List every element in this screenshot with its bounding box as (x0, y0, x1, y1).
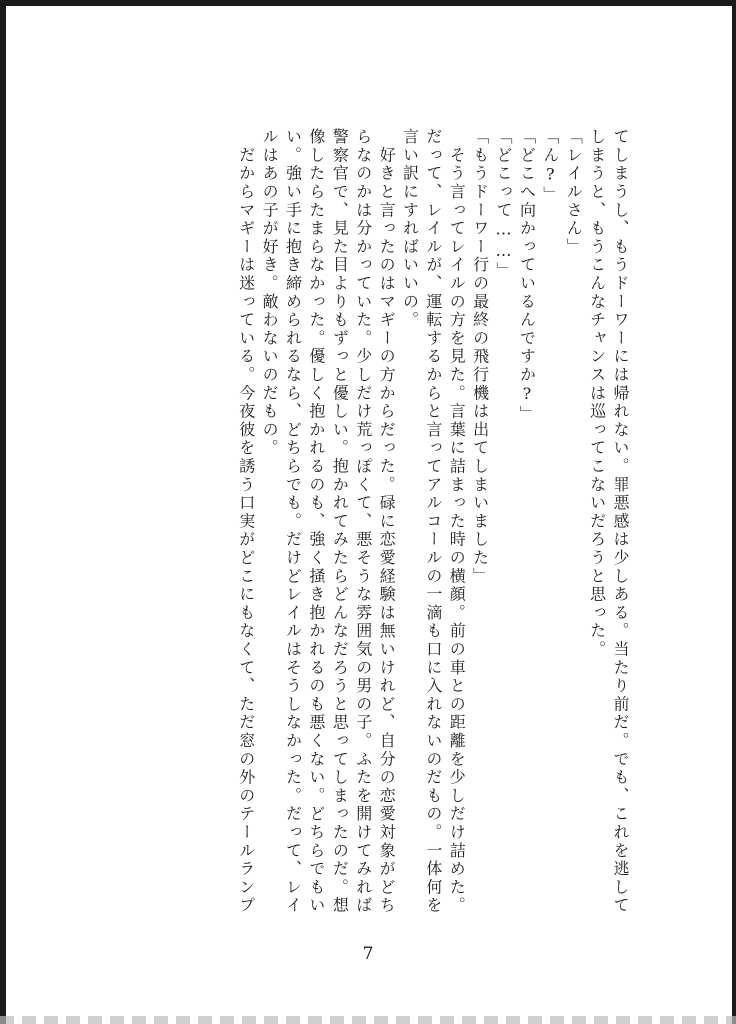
viewer-frame-top (0, 0, 736, 6)
vertical-text-body (234, 128, 632, 918)
text-line: 「どこへ向かっているんですか?」 (517, 128, 537, 424)
text-line: だって、レイルが、運転するからと言ってアルコールの一滴も口に入れないのだもの。一体何を (423, 128, 443, 915)
text-line: 警察官で、見た目よりもずっと優しい。抱かれてみたらどんなだろうと思ってしまったのだ。想 (330, 128, 350, 915)
text-line: い。強い手に抱き締められるなら、どちらでも。だけどレイルはそうしなかった。だって、レイ (283, 128, 303, 915)
text-line: 「レイルさん」 (564, 128, 584, 257)
text-line: てしまうし、もうドーワーには帰れない。罪悪感は少しある。当たり前だ。でも、これを逃して (611, 128, 630, 915)
viewer-frame-left (0, 0, 6, 1024)
text-line: しまうと、もうこんなチャンスは巡ってこないだろうと思った。 (587, 128, 607, 659)
page-number: 7 (362, 944, 374, 964)
text-line: ルはあの子が好き。敵わないのだもの。 (260, 128, 280, 458)
viewer-frame-right (732, 0, 736, 1024)
viewer-frame-bottom (0, 1016, 736, 1024)
text-line: 「もうドーワー行の最終の飛行機は出てしまいました」 (470, 128, 490, 586)
text-line: 好きと言ったのはマギーの方からだった。碌に恋愛経験は無いけれど、自分の恋愛対象がどち (377, 128, 397, 915)
text-line: 「ん?」 (540, 128, 560, 205)
text-line: そう言ってレイルの方を見た。言葉に詰まった時の横顔。前の車との距離を少しだけ詰めた。 (447, 128, 467, 915)
text-line: らなのかは分かっていた。少しだけ荒っぽくて、悪そうな雰囲気の男の子。ふたを開けてみれば (353, 128, 373, 915)
text-line: 像したらたまらなかった。優しく抱かれるのも、強く掻き抱かれるのも悪くない。どちらでもい (306, 128, 326, 915)
text-line: 「どこって……」 (494, 128, 514, 281)
text-line: 言い訳にすればいいの。 (400, 128, 420, 330)
text-line: だからマギーは迷っている。今夜彼を誘う口実がどこにもなくて、ただ窓の外のテールランプ (236, 128, 256, 915)
